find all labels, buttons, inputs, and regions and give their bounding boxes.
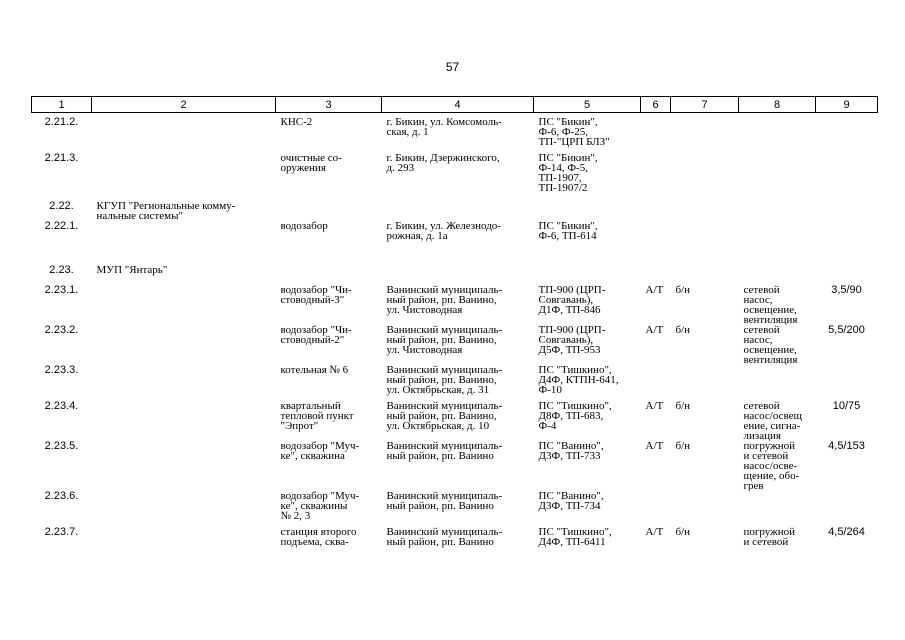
power-cell: 3,5/90: [831, 285, 862, 296]
organization-name: [92, 221, 276, 257]
power-cell: [816, 153, 878, 193]
meter-cell: б/н: [675, 527, 691, 538]
power-cell: [816, 113, 878, 154]
object-address: Ванинский муниципаль- ный район, рп. Ванино: [386, 527, 503, 548]
organization-name: [92, 365, 276, 401]
column-header: 4: [382, 97, 534, 113]
power-cell: 4,5/264: [828, 527, 865, 538]
object-name: водозабор "Муч- ке", скважина: [280, 441, 360, 462]
equipment-cell: сетевой насос, освещение, вентиляция: [743, 285, 798, 325]
object-address: г. Бикин, Дзержинского, д. 293: [386, 153, 500, 174]
organization-name: [92, 325, 276, 365]
organization-name: МУП "Янтарь": [96, 264, 168, 276]
table-row: [32, 113, 878, 154]
object-name: квартальный тепловой пункт "Эпрот": [280, 401, 354, 432]
organization-name: [92, 153, 276, 193]
object-address: [382, 257, 534, 285]
object-address: Ванинский муниципаль- ный район, рп. Ванино, ул. Октябрьская, д. 31: [386, 365, 503, 396]
category-cell: А/Т: [645, 401, 664, 412]
category-cell: [641, 153, 671, 193]
table-row: [32, 401, 878, 441]
row-number: 2.21.3.: [44, 153, 79, 164]
row-number: 2.21.2.: [44, 116, 79, 128]
category-cell: [641, 365, 671, 401]
meter-cell: [671, 153, 739, 193]
power-cell: [816, 221, 878, 257]
row-number: 2.22.: [49, 200, 74, 212]
equipment-cell: [739, 491, 816, 527]
column-header: 7: [671, 97, 739, 113]
object-name: водозабор "Чи- стоводный-3": [280, 285, 352, 306]
meter-cell: [671, 257, 739, 285]
equipment-cell: [739, 365, 816, 401]
equipment-cell: [739, 257, 816, 285]
equipment-cell: [739, 193, 816, 221]
object-address: [382, 193, 534, 221]
object-name: водозабор "Чи- стоводный-2": [280, 325, 352, 346]
meter-cell: [671, 365, 739, 401]
table-row: [32, 153, 878, 193]
table-row: [32, 441, 878, 491]
organization-name: [92, 285, 276, 325]
organization-name: КГУП "Региональные комму- нальные системы": [96, 200, 236, 221]
power-source: ТП-900 (ЦРП- Совгавань), Д5Ф, ТП-953: [538, 325, 606, 356]
equipment-cell: [739, 153, 816, 193]
power-source: ПС "Ванино", Д3Ф, ТП-733: [538, 441, 604, 462]
object-name: [276, 257, 382, 285]
object-name: КНС-2: [280, 116, 313, 128]
equipment-cell: [739, 113, 816, 154]
category-cell: А/Т: [645, 527, 664, 538]
meter-cell: [671, 491, 739, 527]
page-number: 57: [445, 60, 460, 74]
table-row: [32, 257, 878, 285]
organization-name: [92, 401, 276, 441]
equipment-cell: сетевой насос, освещение, вентиляция: [743, 325, 798, 365]
object-address: Ванинский муниципаль- ный район, рп. Ванино, ул. Чистоводная: [386, 325, 503, 356]
row-number: 2.23.4.: [44, 401, 79, 412]
power-source: ПС "Ванино", Д3Ф, ТП-734: [538, 491, 604, 512]
row-number: 2.22.1.: [44, 221, 79, 232]
power-cell: [816, 193, 878, 221]
table-row: [32, 193, 878, 221]
object-name: водозабор: [280, 221, 328, 232]
column-header: 5: [534, 97, 641, 113]
power-cell: [816, 365, 878, 401]
column-header: 8: [739, 97, 816, 113]
column-header: 6: [641, 97, 671, 113]
column-header: 3: [276, 97, 382, 113]
object-name: очистные со- оружения: [280, 153, 342, 174]
equipment-cell: сетевой насос/освещ ение, сигна- лизация: [743, 401, 803, 441]
table-row: [32, 365, 878, 401]
power-cell: 5,5/200: [828, 325, 865, 336]
category-cell: [641, 193, 671, 221]
object-address: Ванинский муниципаль- ный район, рп. Ванино: [386, 491, 503, 512]
equipment-cell: [739, 221, 816, 257]
object-name: котельная № 6: [280, 365, 349, 376]
table-row: [32, 491, 878, 527]
object-address: Ванинский муниципаль- ный район, рп. Ванино: [386, 441, 503, 462]
meter-cell: б/н: [675, 441, 691, 452]
column-header: 1: [32, 97, 92, 113]
meter-cell: [671, 113, 739, 154]
organization-name: [92, 491, 276, 527]
power-source: ПС "Бикин", Ф-6, Ф-25, ТП-"ЦРП БЛЗ": [538, 116, 610, 148]
object-address: Ванинский муниципаль- ный район, рп. Ванино, ул. Октябрьская, д. 10: [386, 401, 503, 432]
row-number: 2.23.: [49, 264, 74, 276]
power-source: ТП-900 (ЦРП- Совгавань), Д1Ф, ТП-846: [538, 285, 606, 316]
category-cell: А/Т: [645, 285, 664, 296]
meter-cell: [671, 221, 739, 257]
object-address: г. Бикин, ул. Железнодо- рожная, д. 1а: [386, 221, 501, 242]
row-number: 2.23.1.: [44, 285, 79, 296]
power-source: ПС "Тишкино", Д4Ф, ТП-6411: [538, 527, 612, 548]
organization-name: [92, 527, 276, 563]
object-address: Ванинский муниципаль- ный район, рп. Ванино, ул. Чистоводная: [386, 285, 503, 316]
row-number: 2.23.3.: [44, 365, 79, 376]
power-source: [534, 257, 641, 285]
power-cell: 10/75: [832, 401, 861, 412]
object-name: водозабор "Муч- ке", скважины № 2, 3: [280, 491, 360, 522]
equipment-cell: погружной и сетевой: [743, 527, 795, 548]
header-row: [32, 97, 878, 113]
equipment-cell: погружной и сетевой насос/осве- щение, обо- грев: [743, 441, 800, 491]
table-row: [32, 285, 878, 325]
category-cell: [641, 113, 671, 154]
table-body: [32, 113, 878, 564]
row-number: 2.23.7.: [44, 527, 79, 538]
category-cell: [641, 221, 671, 257]
object-name: станция второго подъема, сква-: [280, 527, 357, 548]
meter-cell: б/н: [675, 285, 691, 296]
category-cell: А/Т: [645, 325, 664, 336]
row-number: 2.23.2.: [44, 325, 79, 336]
meter-cell: б/н: [675, 325, 691, 336]
power-source: ПС "Тишкино", Д4Ф, КТПН-641, Ф-10: [538, 365, 619, 396]
meter-cell: б/н: [675, 401, 691, 412]
table-row: [32, 221, 878, 257]
meter-cell: [671, 193, 739, 221]
power-source: [534, 193, 641, 221]
column-header: 9: [816, 97, 878, 113]
category-cell: [641, 257, 671, 285]
row-number: 2.23.6.: [44, 491, 79, 502]
power-cell: [816, 257, 878, 285]
column-header: 2: [92, 97, 276, 113]
category-cell: [641, 491, 671, 527]
object-address: г. Бикин, ул. Комсомоль- ская, д. 1: [386, 116, 502, 138]
data-table: [31, 96, 878, 563]
row-number: 2.23.5.: [44, 441, 79, 452]
power-cell: [816, 491, 878, 527]
organization-name: [92, 441, 276, 491]
organization-name: [92, 113, 276, 154]
power-source: ПС "Тишкино", Д8Ф, ТП-683, Ф-4: [538, 401, 612, 432]
table-row: [32, 527, 878, 563]
power-source: ПС "Бикин", Ф-6, ТП-614: [538, 221, 598, 242]
table-row: [32, 325, 878, 365]
power-cell: 4,5/153: [828, 441, 865, 452]
power-source: ПС "Бикин", Ф-14, Ф-5, ТП-1907, ТП-1907/2: [538, 153, 598, 193]
category-cell: А/Т: [645, 441, 664, 452]
object-name: [276, 193, 382, 221]
